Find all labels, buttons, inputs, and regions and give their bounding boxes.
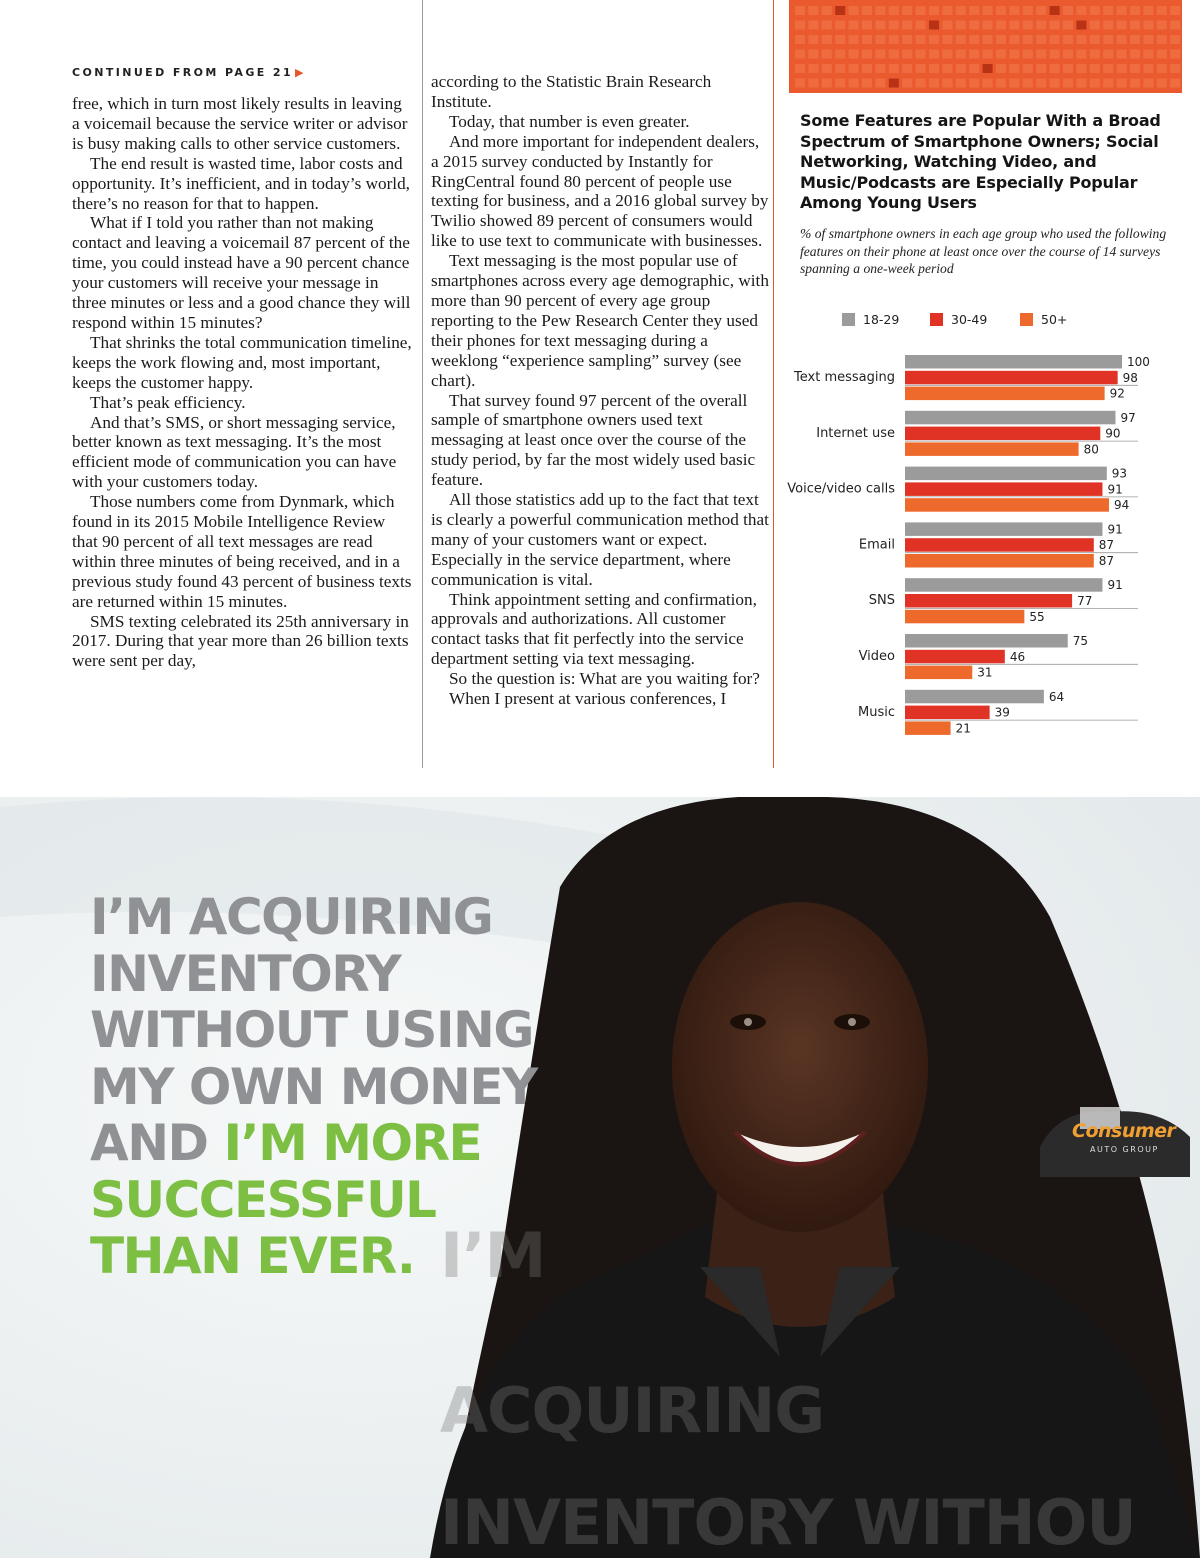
bar-value-label: 80 <box>1083 442 1099 457</box>
bar-value-label: 94 <box>1113 498 1130 513</box>
bar-value-label: 90 <box>1105 426 1121 441</box>
bar <box>905 578 1102 592</box>
bar <box>905 355 1122 369</box>
category-label: Email <box>858 537 895 553</box>
paragraph: So the question is: What are you waiting for? <box>449 669 760 689</box>
bar-value-label: 21 <box>955 721 971 736</box>
bar-value-label: 46 <box>1009 649 1026 664</box>
bar-value-label: 31 <box>977 665 993 680</box>
bar <box>905 498 1109 512</box>
legend-label: 30-49 <box>951 312 988 327</box>
continued-label: CONTINUED FROM PAGE 21 ▶ <box>72 66 306 79</box>
category-label: Music <box>858 704 895 720</box>
bar-value-label: 97 <box>1120 410 1136 425</box>
paragraph: free, which in turn most likely results in leaving a voicemail because the service writer or advisor is busy making calls to other service customers. <box>72 94 408 153</box>
paragraph: That’s peak efficiency. <box>90 392 246 412</box>
bar <box>905 610 1024 624</box>
ad-ghost-text-2: ACQUIRING <box>440 1374 825 1447</box>
ad-headline: I’M ACQUIRING INVENTORY WITHOUT USING MY OWN MONEY AND I’M MORE SUCCESSFUL THAN EVER. <box>90 888 537 1285</box>
ad-ghost-text-3: INVENTORY WITHOU <box>440 1486 1136 1559</box>
bar <box>905 522 1102 536</box>
bar <box>905 690 1044 704</box>
consumer-logo-subtext: AUTO GROUP <box>1090 1145 1159 1154</box>
bar-value-label: 98 <box>1122 370 1138 385</box>
bar-value-label: 91 <box>1107 482 1123 497</box>
paragraph: And more important for independent dealers, a 2015 survey conducted by Instantly for RingCentral found 80 percent of people use texting for business, and a 2016 global survey by Twilio showed 89 percent of consumers would like to use text to communicate with businesses. <box>431 131 769 251</box>
category-label: SNS <box>868 593 895 609</box>
paragraph: Think appointment setting and confirmation, approvals and authorizations. All customer contact tasks that fit perfectly into the service department setting via text messaging. <box>431 589 757 669</box>
bar <box>905 538 1094 552</box>
bar-value-label: 87 <box>1098 554 1115 568</box>
bar-value-label: 64 <box>1048 689 1065 704</box>
paragraph: When I present at various conferences, I <box>449 689 727 709</box>
category-label: Voice/video calls <box>787 481 895 497</box>
paragraph: What if I told you rather than not making contact and leaving a voicemail 87 percent of the time, you could instead have a 90 percent chance your customers will receive your message in three minutes or less and a good chance they will respond within 15 minutes? <box>72 213 411 332</box>
consumer-logo: Consumer <box>1072 1120 1176 1142</box>
bar <box>905 427 1100 441</box>
paragraph: That survey found 97 percent of the overall sample of smartphone owners used text messaging at least once over the course of the study period, by far the most widely used basic feature. <box>431 390 756 490</box>
category-label: Internet use <box>816 425 895 441</box>
paragraph: And that’s SMS, or short messaging service, better known as text messaging. It’s the most efficient mode of communication you can have with your customers today. <box>72 412 397 492</box>
bar-value-label: 39 <box>994 705 1010 720</box>
bar-value-label: 91 <box>1107 578 1123 593</box>
paragraph: Today, that number is even greater. <box>449 111 690 131</box>
paragraph: All those statistics add up to the fact that text is clearly a powerful communication method that many of your customers want or expect. Especially in the service department, where communication is vital. <box>431 490 769 589</box>
ad-ghost-text-1: I’M <box>440 1219 546 1292</box>
bar <box>905 387 1105 401</box>
arrow-right-icon: ▶ <box>295 66 306 79</box>
bar <box>905 371 1118 385</box>
bar <box>905 482 1102 496</box>
bar-value-label: 55 <box>1029 609 1045 624</box>
legend-label: 50+ <box>1041 312 1068 327</box>
paragraph: That shrinks the total communication timeline, keeps the work flowing and, most important, keeps the customer happy. <box>72 332 412 392</box>
bar <box>905 554 1094 568</box>
category-label: Video <box>858 649 895 664</box>
paragraph: SMS texting celebrated its 25th anniversary in 2017. During that year more than 26 billion texts were sent per day, <box>72 611 409 671</box>
bar-value-label: 77 <box>1077 594 1093 608</box>
bar <box>905 467 1107 481</box>
paragraph: The end result is wasted time, labor costs and opportunity. It’s inefficient, and in today’s world, there’s no reason for that to happen. <box>72 153 410 213</box>
chart-subtitle: % of smartphone owners in each age group who used the following features on their phone at least once over the course of 14 surveys spanning a one-week period <box>800 226 1167 276</box>
paragraph: Text messaging is the most popular use of smartphones across every age demographic, with more than 90 percent of every age group reporting to the Pew Research Center they used their phones for text messaging during a weeklong “experience sampling” survey (see chart). <box>431 251 769 390</box>
paragraph: Those numbers come from Dynmark, which found in its 2015 Mobile Intelligence Review that 90 percent of all text messages are read within three minutes of being received, and in a previous study found 43 percent of business texts are returned within 15 minutes. <box>72 492 412 611</box>
bar-value-label: 91 <box>1107 522 1123 537</box>
bar <box>905 650 1005 664</box>
category-label: Text messaging <box>794 370 895 385</box>
bar-value-label: 93 <box>1111 466 1128 481</box>
bar-value-label: 100 <box>1127 355 1150 369</box>
bar <box>905 442 1079 456</box>
legend-label: 18-29 <box>863 312 900 327</box>
bar <box>905 594 1072 608</box>
bar <box>905 411 1115 425</box>
bar <box>905 634 1068 648</box>
bar-value-label: 75 <box>1072 634 1089 648</box>
bar-value-label: 87 <box>1098 538 1115 553</box>
chart-title: Some Features are Popular With a Broad Spectrum of Smartphone Owners; Social Networking, Watching Video, and Music/Podcasts are Especially Popular Among Young Users <box>800 111 1161 212</box>
bar <box>905 666 972 680</box>
bar-value-label: 92 <box>1109 386 1125 401</box>
bar <box>905 721 951 735</box>
paragraph: according to the Statistic Brain Research Institute. <box>431 72 712 111</box>
bar <box>905 706 990 720</box>
